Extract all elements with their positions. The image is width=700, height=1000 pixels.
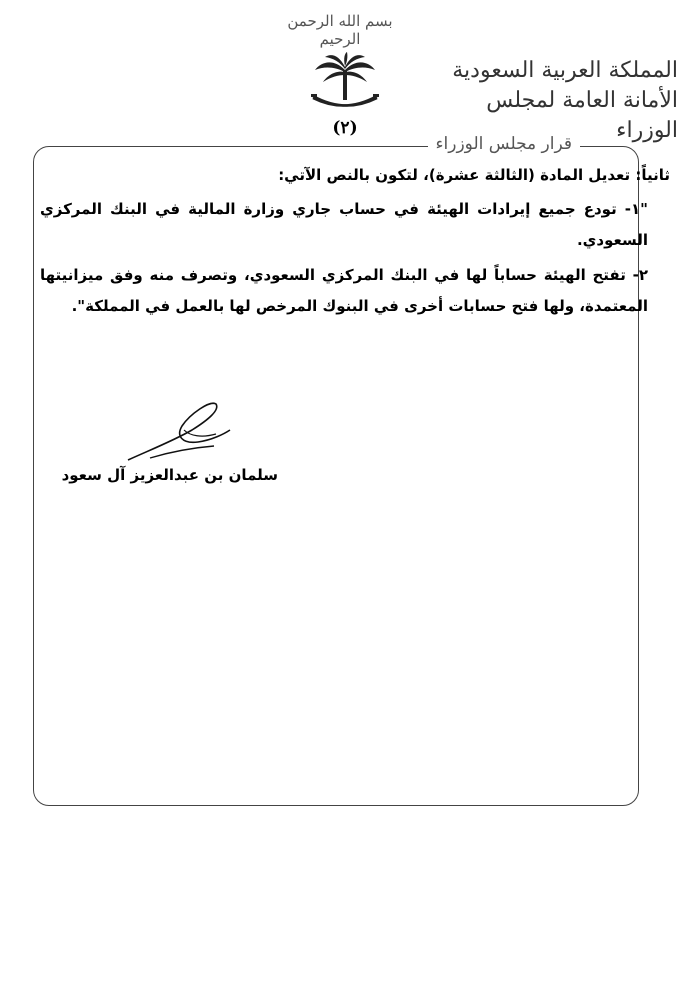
- section-heading: [40, 160, 670, 190]
- saudi-emblem-icon: [305, 52, 385, 122]
- handwritten-signature-icon: [120, 400, 240, 470]
- page-number: (٢): [332, 118, 358, 138]
- list-item: "١- تودع جميع إيرادات الهيئة في حساب جاري وزارة المالية في البنك المركزي السعودي.: [40, 200, 648, 249]
- issuer-header: [448, 56, 678, 146]
- section-intro: تعديل المادة (الثالثة عشرة)، لتكون بالنص الآتي:: [278, 166, 631, 184]
- secretariat-name: الأمانة العامة لمجلس الوزراء: [486, 88, 678, 143]
- basmala-text: بسم الله الرحمن الرحيم: [287, 12, 393, 48]
- kingdom-name: المملكة العربية السعودية: [452, 58, 678, 83]
- signatory-name: سلمان بن عبدالعزيز آل سعود: [61, 466, 278, 484]
- list-item: ٢- تفتح الهيئة حساباً لها في البنك المركزي السعودي، وتصرف منه وفق ميزانيتها المعتمدة، ولها فتح حسابات أخرى في البنوك المرخص لها بالعمل في المملكة".: [40, 266, 648, 315]
- decree-body: [40, 160, 670, 322]
- section-title: ثانياً:: [635, 166, 670, 184]
- frame-label: قرار مجلس الوزراء: [428, 134, 580, 154]
